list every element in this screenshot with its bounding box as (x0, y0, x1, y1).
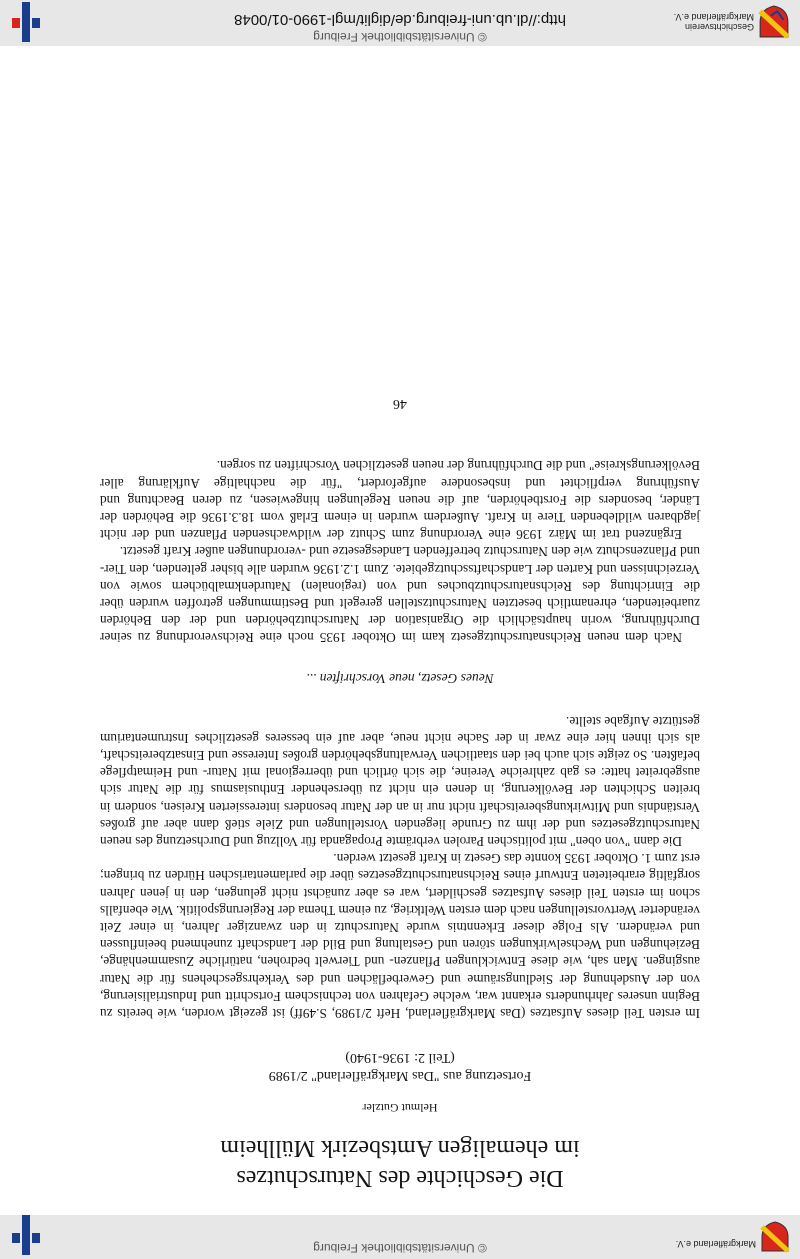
document-url[interactable]: http://dl.ub.uni-freiburg.de/diglit/mgl-1990-01/0048 (234, 11, 566, 28)
association-line1: Geschichtsverein (684, 22, 754, 32)
page-number: 46 (393, 396, 407, 412)
coat-of-arms-icon (758, 4, 790, 40)
paragraph-4: Ergänzend trat im März 1936 eine Verordnung zum Schutz der wildwachsenden Pflanzen und der nicht jagdbaren wildlebenden Tiere in Kraft. Außerdem wurden in einem Erlaß vom 18.3.1936 die Behörden der Länder, besonders die Forstbehörden, auf die neuen Regelungen hingewiesen, zu deren Beachtung und Ausführung verpflichtet und insbesondere aufgefordert, "für die nachhaltige Aufklärung aller Bevölkerungskreise" und die Durchführung der neuen gesetzlichen Vorschriften zu sorgen. (100, 458, 700, 543)
university-logo-icon (6, 2, 46, 42)
paragraph-1: Im ersten Teil dieses Aufsatzes (Das Markgräflerland, Heft 2/1989, S.49ff) ist gezeigt worden, wie bereits zu Beginn unseres Jahrhunderts erkannt war, welche Gefahren von technischem Fortschritt und Industrialisierung, von der Ausdehnung der Siedlungsräume und Gewerbeflächen und des Verkehrsgeschehens für die Natur ausgingen. Man sah, wie diese Entwicklungen Pflanzen- und Tierwelt bedrohen, natürliche Zusammenhänge, Beziehungen und Wechselwirkungen stören und Gestaltung und Bild der Landschaft zunehmend beeinflussen und verändern. Als Folge dieser Erkenntnis wurde Naturschutz in den zwanziger Jahren, in einer Zeit veränderter Wertvorstellungen nach dem ersten Weltkrieg, zu einem Thema der Regierungspolitik. Wie ebenfalls schon im ersten Teil dieses Aufsatzes geschildert, war es aber zunächst nicht gelungen, den in jenen Jahren sorgfältig erarbeiteten Entwurf eines Reichsnaturschutzgesetzes über die parlamentarischen Hürden zu bringen; erst zum 1. Oktober 1935 konnte das Gesetz in Kraft gesetzt werden. (100, 851, 700, 1021)
article-author: Helmut Gutzler (362, 1101, 438, 1115)
association-line2: Markgräflerland e.V. (673, 12, 754, 22)
association-name: Markgräflerland e.V. (675, 1239, 756, 1249)
section-subheading: Neues Gesetz, neue Vorschriften ... (306, 671, 494, 687)
coat-of-arms-icon (760, 1221, 790, 1253)
source-note-line1: Fortsetzung aus "Das Markgräflerland" 2/1989 (268, 1068, 532, 1083)
paragraph-3: Nach dem neuen Reichsnaturschutzgesetz kam im Oktober 1935 noch eine Reichsverordnung zu seiner Durchführung, worin hauptsächlich die Organisation der Naturschutzbehörden und der den Behörden zuarbeitenden, ehrenamtlich besetzten Naturschutzstellen geregelt und Bestimmungen getroffen wurden über die Einrichtung des Reichsnaturschutzbuches und von (regionalen) Naturdenkmalbüchern sowie von Verzeichnissen und Karten der Landschaftsschutzgebiete. Zum 1.2.1936 wurden alle bisher geltenden, den Tier- und Pflanzenschutz wie den Naturschutz betreffenden Landesgesetze und -verordnungen außer Kraft gesetzt. (100, 544, 700, 646)
association-name (674, 12, 754, 32)
copyright-text: © Universitätsbibliothek Freiburg (313, 1241, 487, 1255)
university-logo-icon (6, 1215, 46, 1255)
article (100, 395, 700, 1193)
top-banner (0, 1215, 800, 1259)
copyright-text: © Universitätsbibliothek Freiburg (313, 30, 487, 44)
paragraph-2: Die dann "von oben" mit politischen Parolen verbrämte Propaganda für Vollzug und Durchsetzung des neuen Naturschutzgesetzes und der ihm zu Grunde liegenden Vorstellungen und Ziele stieß dann aber auf großes Verständnis und Mitwirkungsbereitschaft nicht nur in an der Natur besonders interessierten Kreisen, sondern in breiten Schichten der Bevölkerung, in denen ein nicht zu übersehender Enthusiasmus für die Natur sich ausgebreitet hatte: es gab zahlreiche Vereine, die sich örtlich und überregional mit Natur- und Heimatpflege befaßten. So zeigte sich auch bei den staatlichen Verwaltungsbehörden großes Interesse und Einsatzbereitschaft, als sich ihnen hier eine zwar in der Sache nicht neue, aber auf ein besseres gesetzliches Instrumentarium gestützte Aufgabe stellte. (100, 713, 700, 849)
article-title-line2: im ehemaligen Amtsbezirk Müllheim (220, 1135, 580, 1161)
article-title-line1: Die Geschichte des Naturschutzes (236, 1165, 564, 1191)
source-note-line2: (Teil 2: 1936-1940) (345, 1050, 455, 1065)
bottom-banner (0, 0, 800, 46)
